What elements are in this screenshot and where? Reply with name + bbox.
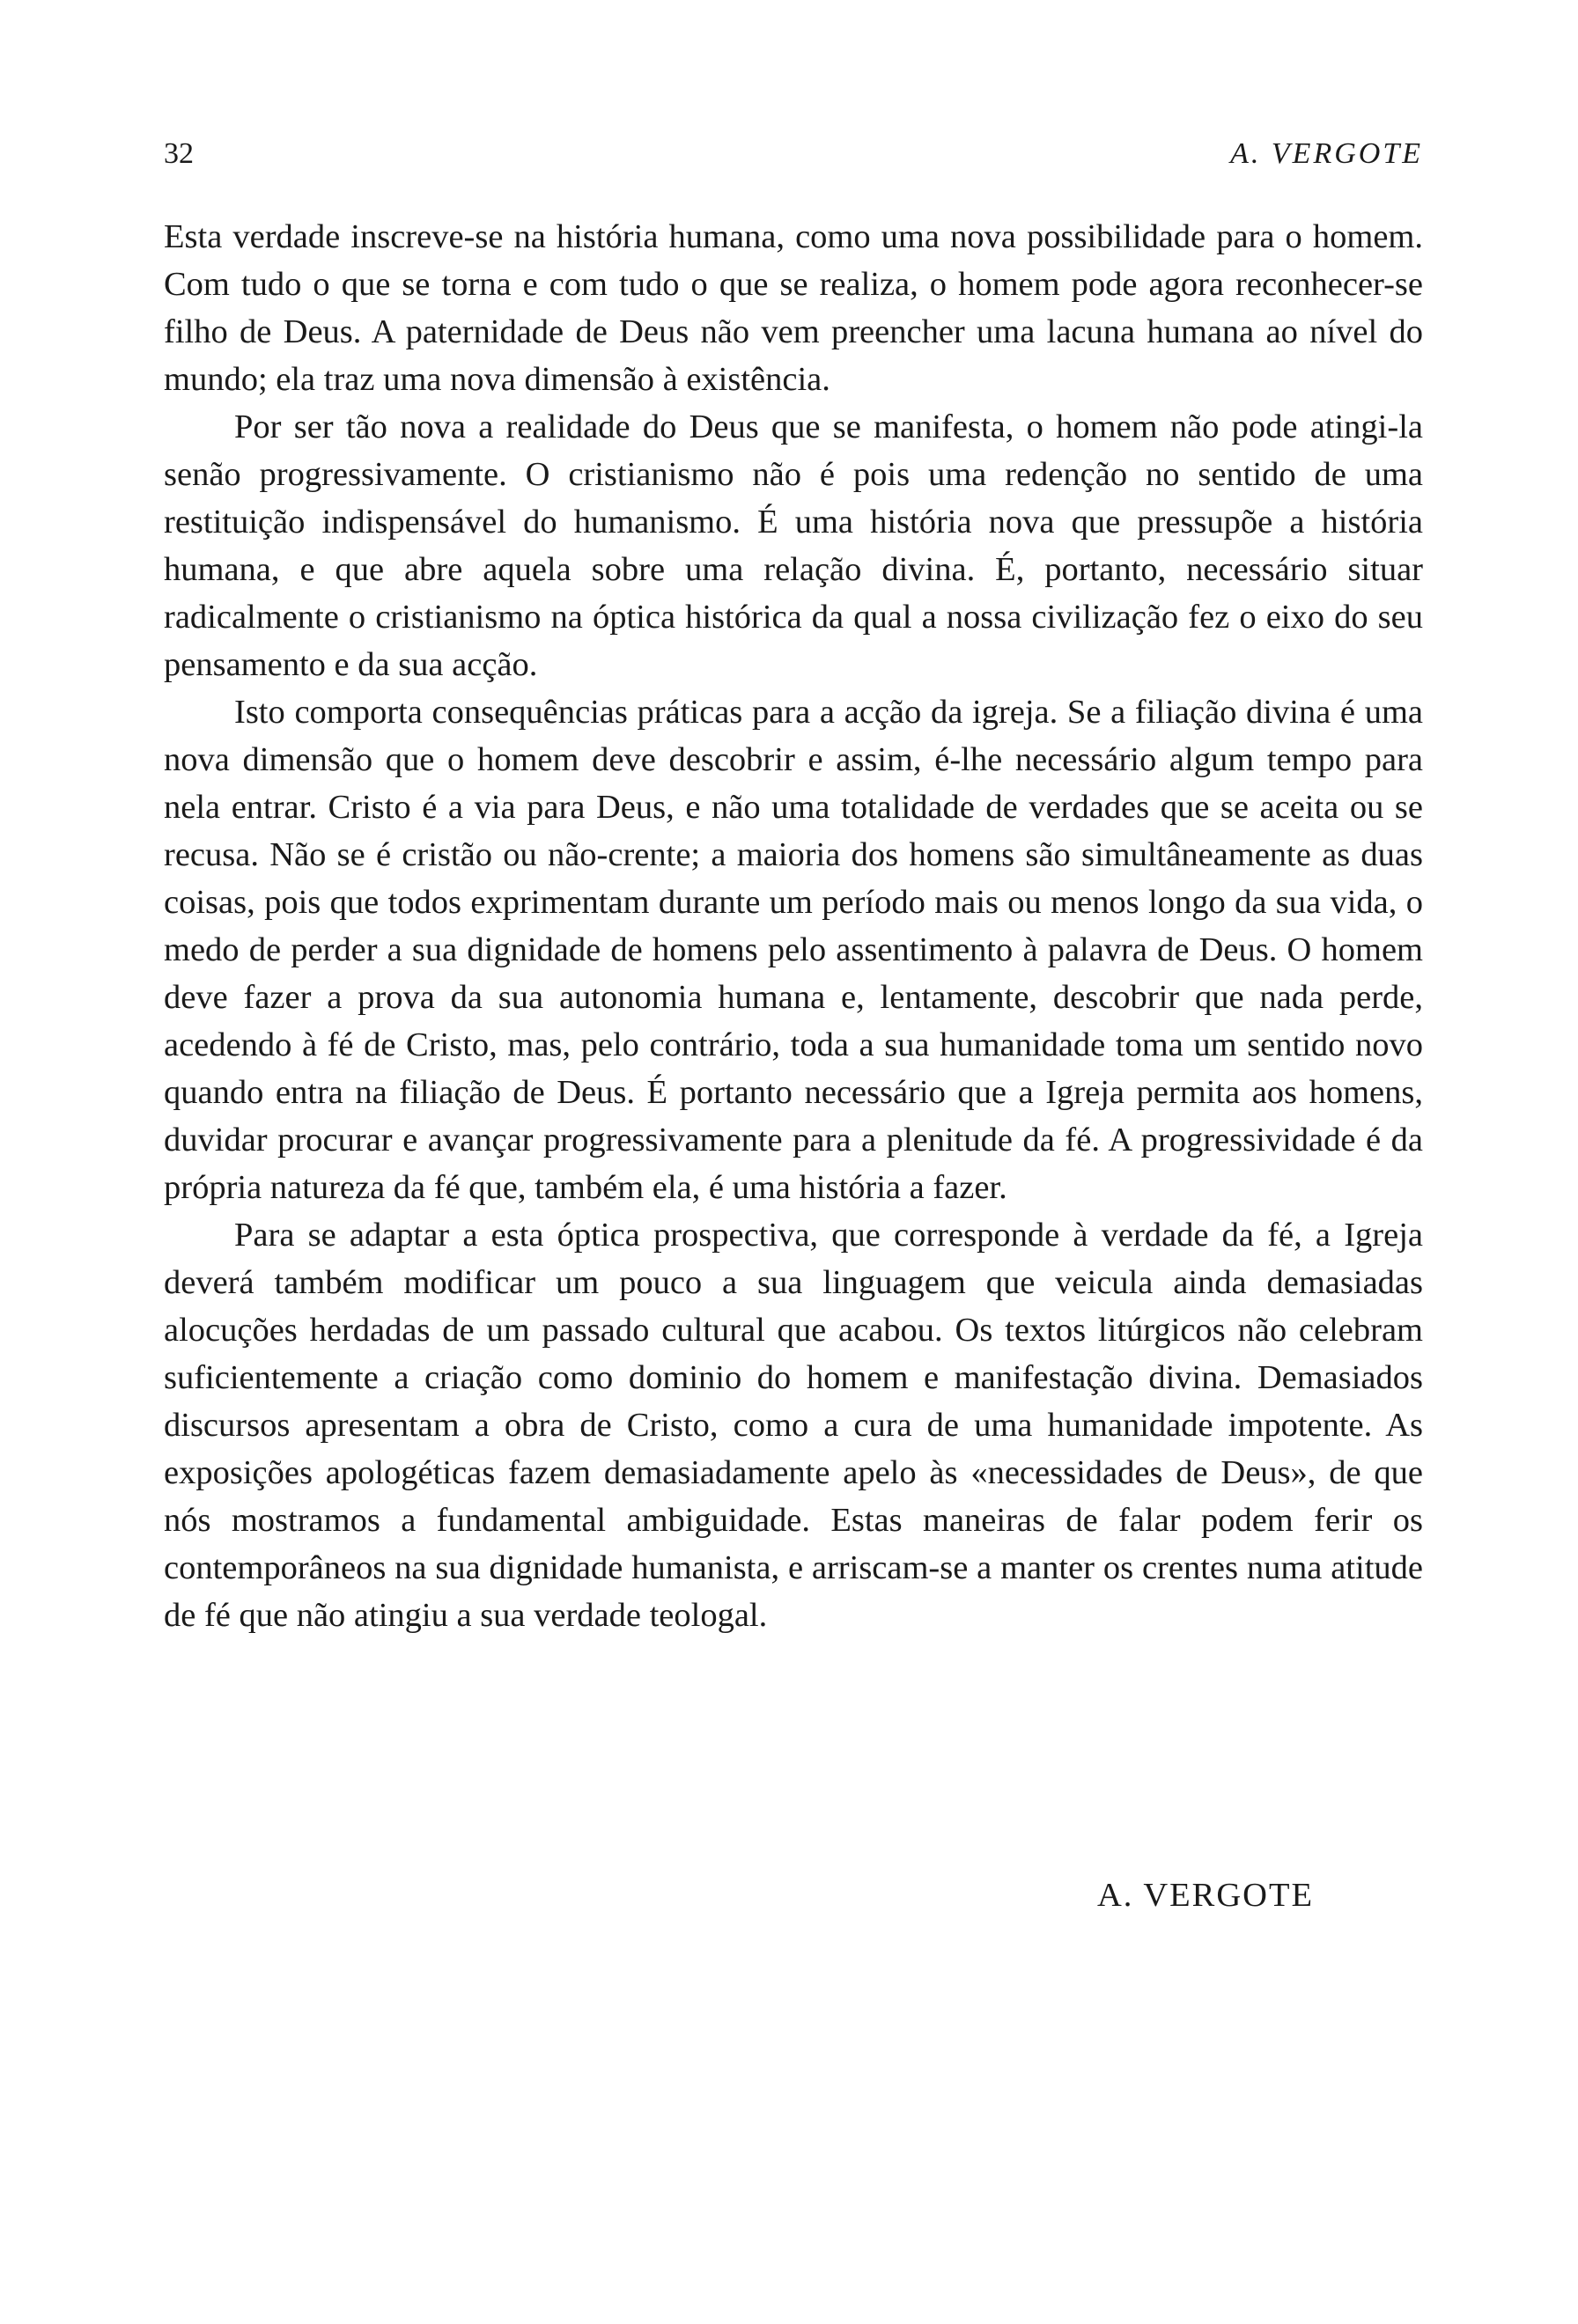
running-author: A. VERGOTE (1230, 137, 1423, 170)
paragraph: Esta verdade inscreve-se na história humana, como uma nova possibilidade para o homem. Com tudo o que se torna e com tudo o que se realiza, o homem pode agora reconhecer-se filho de Deus. A paternidade de Deus não vem preencher uma lacuna humana ao nível do mundo; ela traz uma nova dimensão à existência. (164, 218, 1423, 398)
running-header (164, 132, 1423, 176)
author-signature: A. VERGOTE (1097, 1877, 1314, 1914)
article-body (164, 213, 1423, 1639)
paragraph: Isto comporta consequências práticas para a acção da igreja. Se a filiação divina é uma nova dimensão que o homem deve descobrir e assim, é-lhe necessário algum tempo para nela entrar. Cristo é a via para Deus, e não uma totalidade de verdades que se aceita ou se recusa. Não se é cristão ou não-crente; a maioria dos homens são simultâneamente as duas coisas, pois que todos exprimentam durante um período mais ou menos longo da sua vida, o medo de perder a sua dignidade de homens pelo assentimento à palavra de Deus. O homem deve fazer a prova da sua autonomia humana e, lentamente, descobrir que nada perde, acedendo à fé de Cristo, mas, pelo contrário, toda a sua humanidade toma um sentido novo quando entra na filiação de Deus. É portanto necessário que a Igreja permita aos homens, duvidar procurar e avançar progressivamente para a plenitude da fé. A progressividade é da própria natureza da fé que, também ela, é uma história a fazer. (164, 694, 1423, 1206)
page-number: 32 (164, 137, 194, 170)
paragraph: Para se adaptar a esta óptica prospectiva, que corresponde à verdade da fé, a Igreja deverá também modificar um pouco a sua linguagem que veicula ainda demasiadas alocuções herdadas de um passado cultural que acabou. Os textos litúrgicos não celebram suficientemente a criação como dominio do homem e manifestação divina. Demasiados discursos apresentam a obra de Cristo, como a cura de uma humanidade impotente. As exposições apologéticas fazem demasiadamente apelo às «necessidades de Deus», de que nós mostramos a fundamental ambiguidade. Estas maneiras de falar podem ferir os contemporâneos na sua dignidade humanista, e arriscam-se a manter os crentes numa atitude de fé que não atingiu a sua verdade teologal. (164, 1217, 1423, 1634)
paragraph: Por ser tão nova a realidade do Deus que se manifesta, o homem não pode atingi-la senão progressivamente. O cristianismo não é pois uma redenção no sentido de uma restituição indispensável do humanismo. É uma história nova que pressupõe a história humana, e que abre aquela sobre uma relação divina. É, portanto, necessário situar radicalmente o cristianismo na óptica histórica da qual a nossa civilização fez o eixo do seu pensamento e da sua acção. (164, 408, 1423, 683)
